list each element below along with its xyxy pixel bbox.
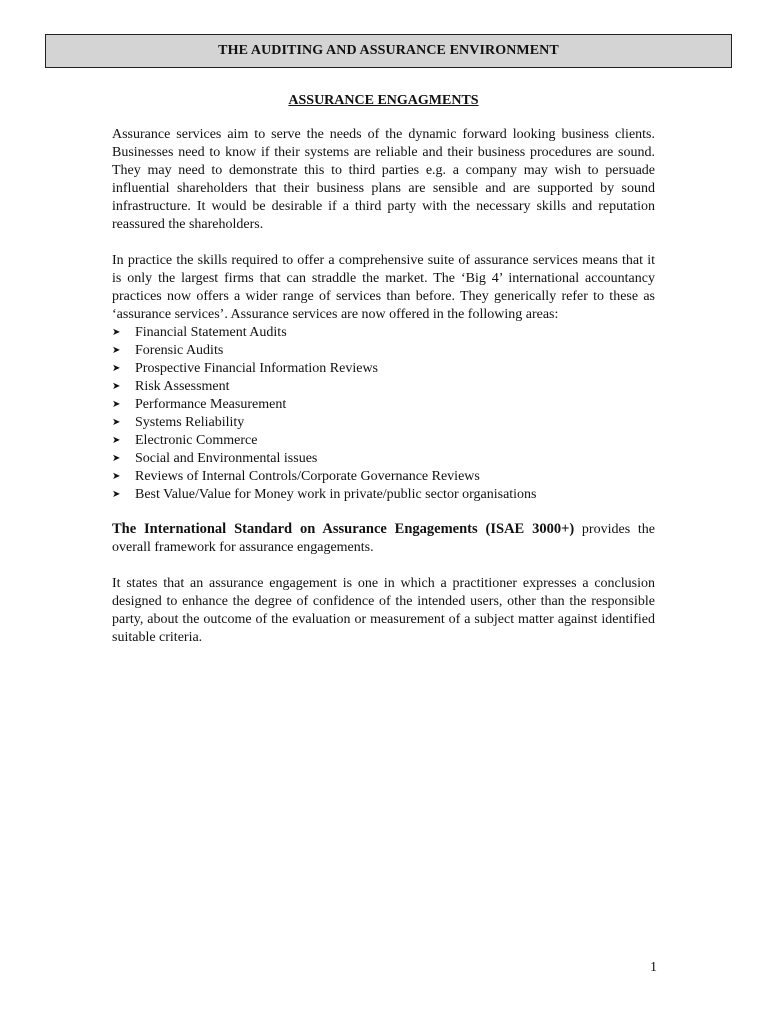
arrowhead-bullet-icon: ➤: [112, 453, 121, 464]
arrowhead-bullet-icon: ➤: [112, 489, 121, 500]
paragraph-definition: It states that an assurance engagement is one in which a practitioner expresses a conclusion designed to enhance the degree of confidence of the intended users, other than the responsible party, about the outcome of the evaluation or measurement of a subject matter against identified suitable criteria.: [112, 576, 655, 645]
arrowhead-bullet-icon: ➤: [112, 399, 121, 410]
paragraph-isae: [112, 520, 655, 557]
list-item: ➤ Electronic Commerce: [112, 433, 258, 448]
page-number: 1: [650, 960, 657, 975]
arrowhead-bullet-icon: ➤: [112, 345, 121, 356]
paragraph-intro: Assurance services aim to serve the needs of the dynamic forward looking business clients. Businesses need to know if their systems are reliable and their business procedures are sound. They may need to demonstrate this to third parties e.g. a company may wish to persuade influential shareholders that their business plans are sensible and are supported by sound infrastructure. It would be desirable if a third party with the necessary skills and reputation reassured the shareholders.: [112, 127, 655, 232]
list-item: ➤ Systems Reliability: [112, 415, 245, 430]
arrowhead-bullet-icon: ➤: [112, 417, 121, 428]
paragraph-practice: In practice the skills required to offer a comprehensive suite of assurance services means that it is only the largest firms that can straddle the market. The ‘Big 4’ international accountancy practices now offers a wider range of services than before. They generically refer to these as ‘assurance services’. Assurance services are now offered in the following areas:: [112, 253, 655, 322]
arrowhead-bullet-icon: ➤: [112, 435, 121, 446]
list-item: ➤ Prospective Financial Information Reviews: [112, 361, 378, 376]
list-item: ➤ Social and Environmental issues: [112, 451, 318, 466]
list-item: ➤ Best Value/Value for Money work in private/public sector organisations: [112, 487, 537, 502]
arrowhead-bullet-icon: ➤: [112, 381, 121, 392]
list-item: ➤ Financial Statement Audits: [112, 325, 287, 340]
list-item: ➤ Forensic Audits: [112, 343, 224, 358]
arrowhead-bullet-icon: ➤: [112, 363, 121, 374]
page-content: [112, 92, 655, 647]
list-item: ➤ Reviews of Internal Controls/Corporate Governance Reviews: [112, 469, 480, 484]
arrowhead-bullet-icon: ➤: [112, 471, 121, 482]
isae-description: provides the overall framework for assurance engagements.: [112, 522, 656, 555]
document-header-box: [45, 34, 732, 68]
document-title: THE AUDITING AND ASSURANCE ENVIRONMENT: [218, 43, 559, 58]
isae-standard-name: The International Standard on Assurance Engagements (ISAE 3000+): [112, 521, 575, 537]
list-item: ➤ Risk Assessment: [112, 379, 230, 394]
assurance-services-list: [112, 324, 655, 504]
section-heading: ASSURANCE ENGAGMENTS: [288, 93, 479, 108]
list-item: ➤ Performance Measurement: [112, 397, 287, 412]
arrowhead-bullet-icon: ➤: [112, 327, 121, 338]
